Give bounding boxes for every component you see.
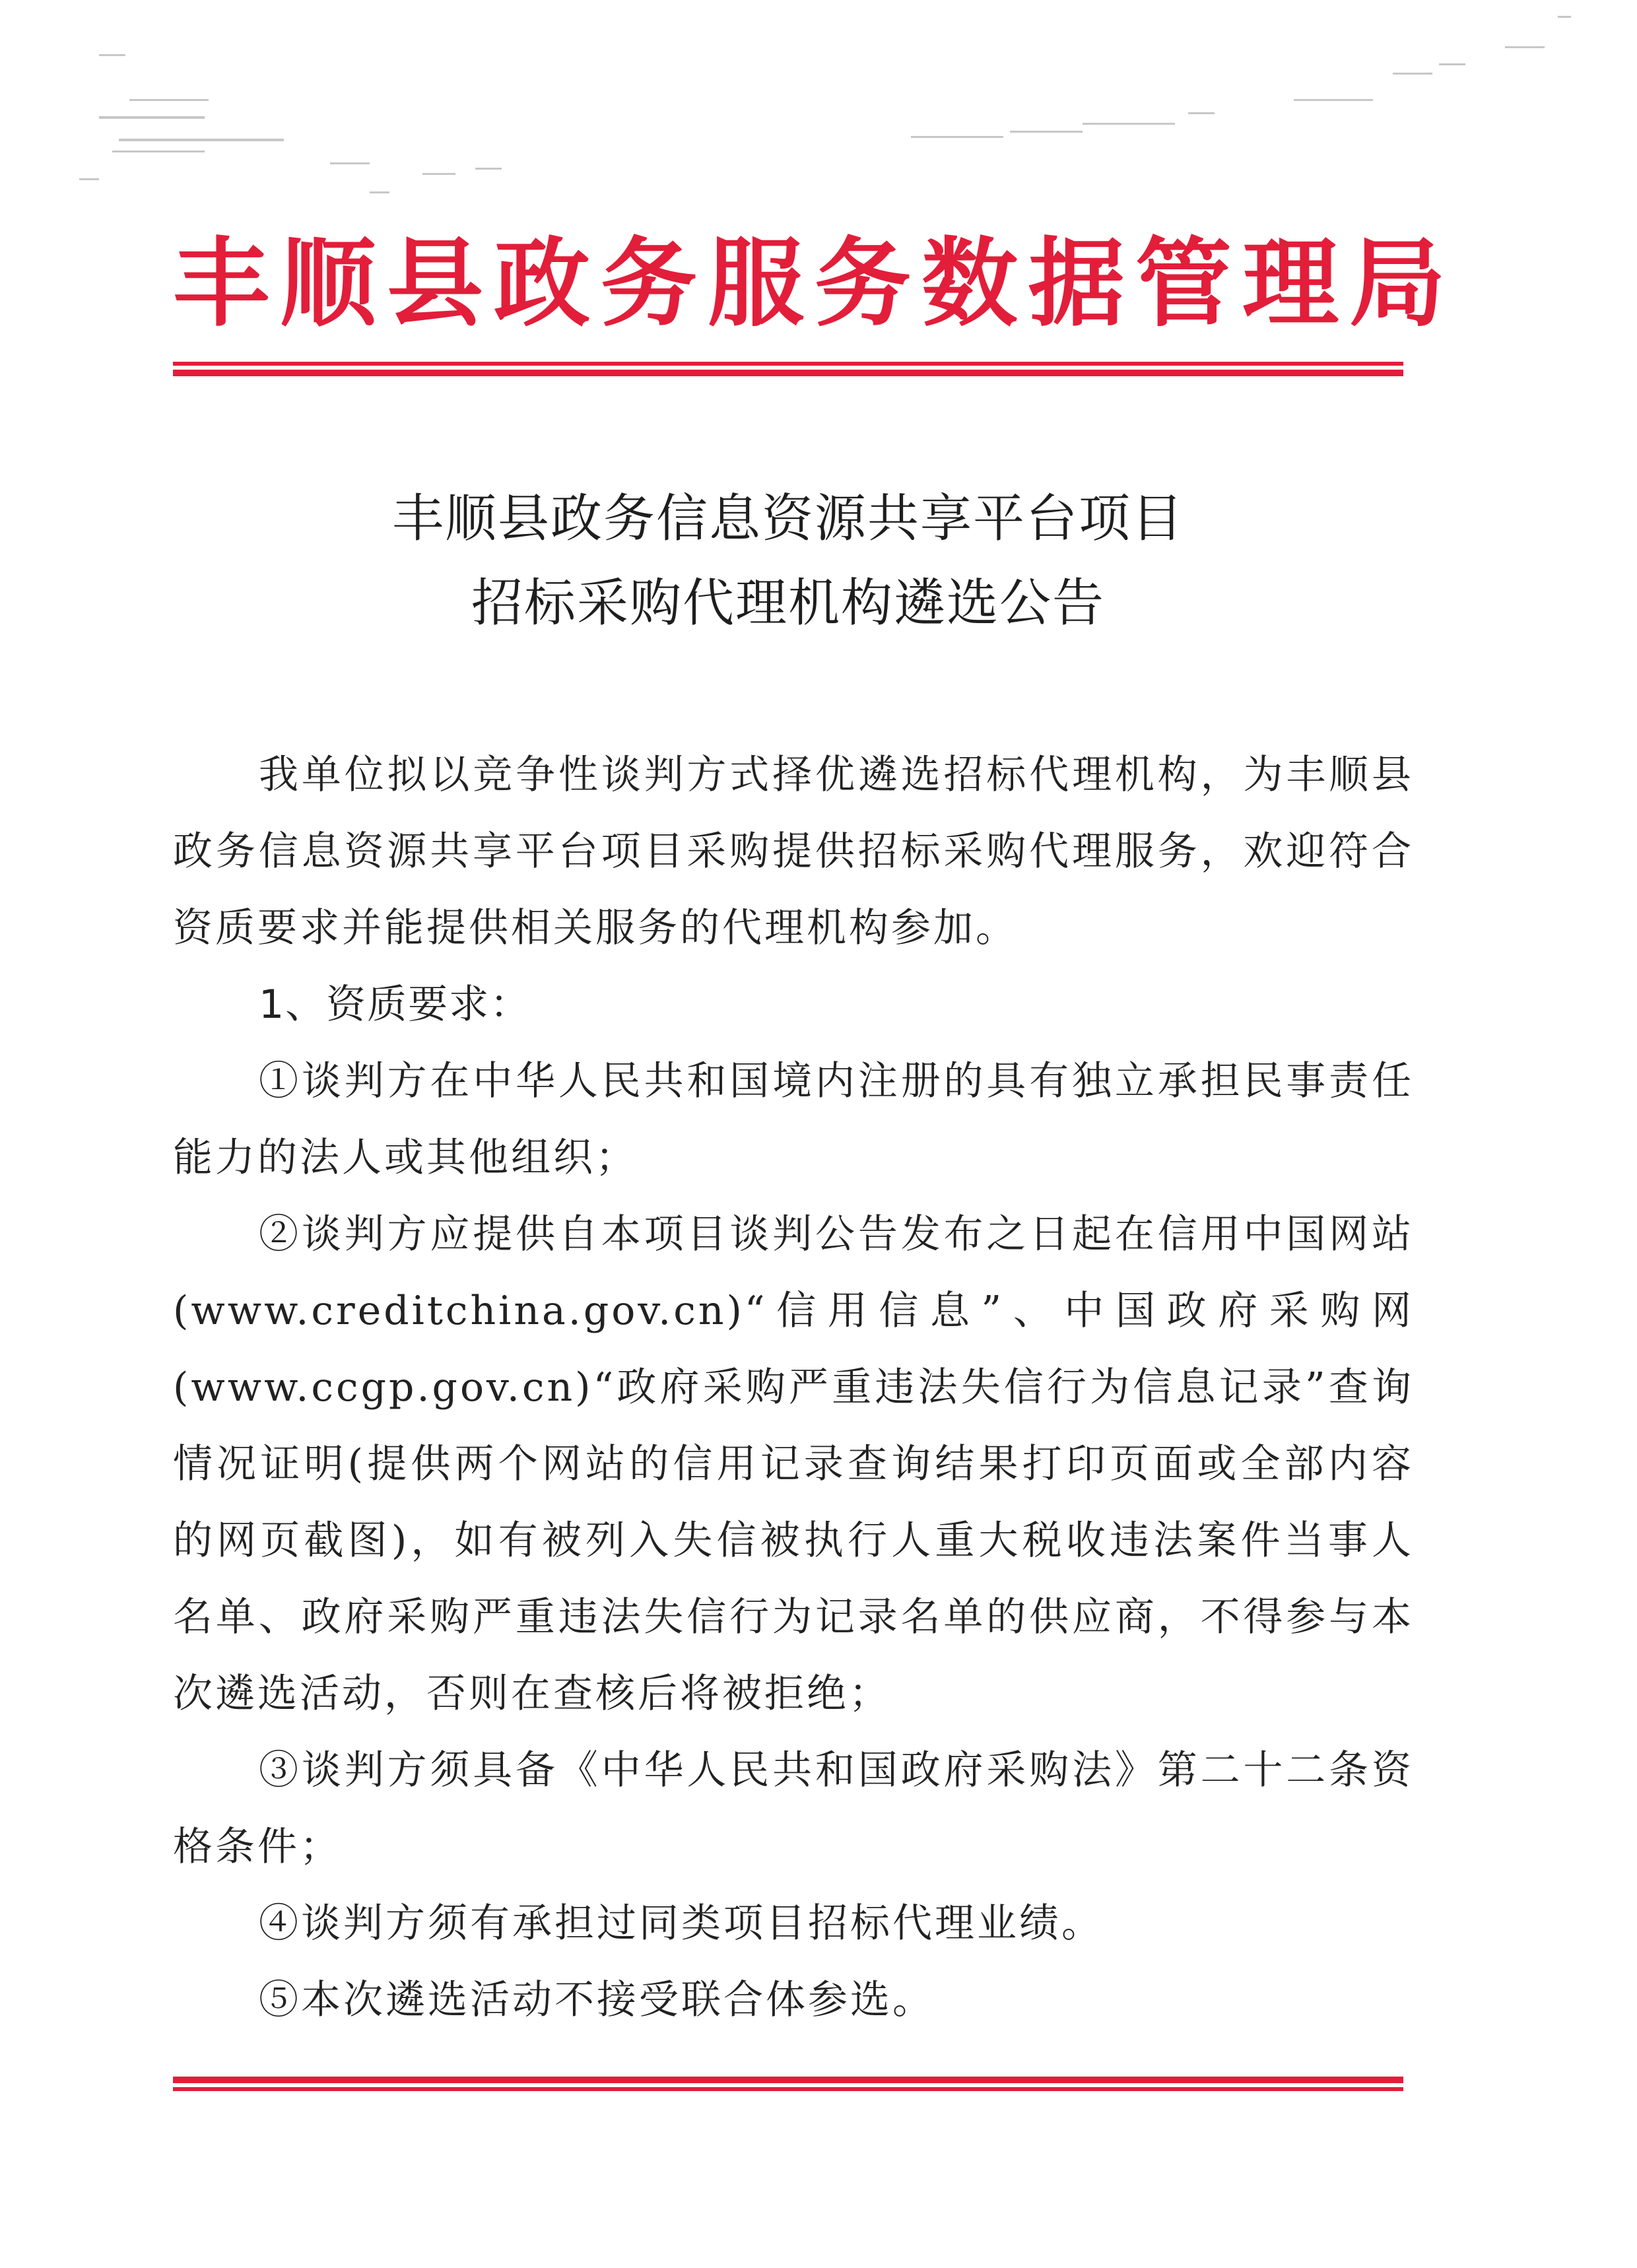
- footer-divider: [173, 2077, 1403, 2091]
- requirements-heading: 1、资质要求：: [259, 982, 531, 1028]
- document-body: [173, 737, 1414, 2038]
- requirement-item-2: ②谈判方应提供自本项目谈判公告发布之日起在信用中国网站(www.creditchina.gov.cn)“信用信息”、中国政府采购网(www.ccgp.gov.cn)“政府采购严重违法失信行为信息记录”查询情况证明(提供两个网站的信用记录查询结果打印页面或全部内容的网页截图)，如有被列入失信被执行人重大税收违法案件当事人名单、政府采购严重违法失信行为记录名单的供应商，不得参与本次遴选活动，否则在查核后将被拒绝；: [173, 1211, 1414, 1717]
- title-line-2: 招标采购代理机构遴选公告: [471, 574, 1105, 633]
- organization-letterhead: 丰顺县政务服务数据管理局: [173, 228, 1456, 340]
- intro-paragraph: 我单位拟以竞争性谈判方式择优遴选招标代理机构，为丰顺县政务信息资源共享平台项目采购提供招标采购代理服务，欢迎符合资质要求并能提供相关服务的代理机构参加。: [173, 752, 1414, 951]
- requirement-item-4: ④谈判方须有承担过同类项目招标代理业绩。: [259, 1900, 1104, 1947]
- scan-artifacts: [0, 0, 1637, 224]
- title-line-1: 丰顺县政务信息资源共享平台项目: [391, 489, 1184, 549]
- document-title: [173, 477, 1403, 646]
- requirement-item-3: ③谈判方须具备《中华人民共和国政府采购法》第二十二条资格条件；: [173, 1747, 1414, 1870]
- requirement-item-5: ⑤本次遴选活动不接受联合体参选。: [259, 1977, 935, 2023]
- requirement-item-1: ①谈判方在中华人民共和国境内注册的具有独立承担民事责任能力的法人或其他组织；: [173, 1058, 1414, 1181]
- header-divider: [173, 362, 1403, 376]
